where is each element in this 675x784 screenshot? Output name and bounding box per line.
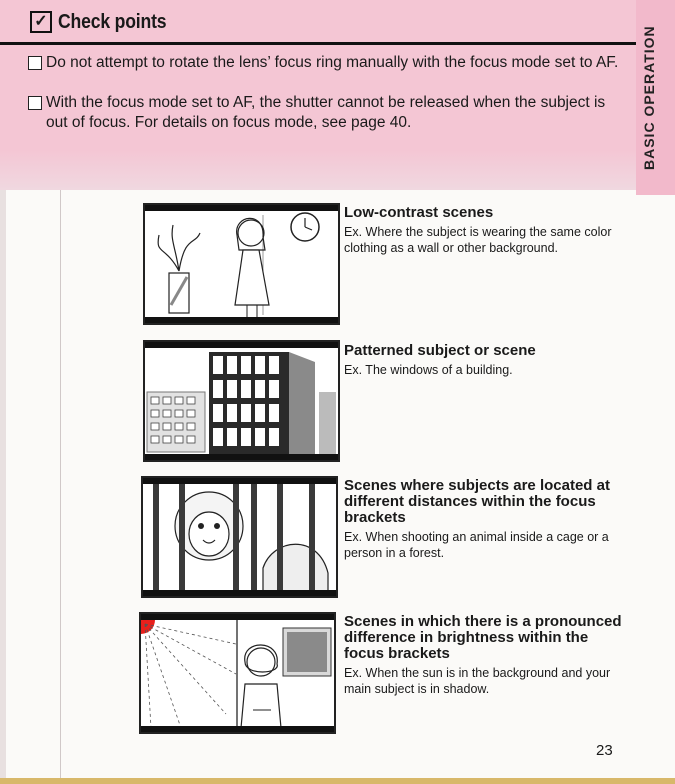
scene-description: Ex. Where the subject is wearing the same color clothing as a wall or other background.: [344, 225, 612, 255]
backlit-woman-illustration: [141, 614, 334, 732]
frame-bar: [145, 317, 338, 323]
check-item: [28, 93, 628, 133]
scene-caption: [344, 343, 629, 378]
woman-and-plant-illustration: [145, 205, 338, 323]
scene-illustration-patterned: [143, 340, 340, 462]
building-windows-illustration: [145, 342, 338, 460]
scene-caption: [344, 614, 629, 697]
page-title-text: Check points: [58, 10, 167, 33]
frame-bar: [141, 726, 334, 732]
scene-heading: Scenes where subjects are located at different distances within the focus brackets: [344, 477, 610, 526]
page-title: [30, 8, 181, 36]
scene-heading: Low-contrast scenes: [344, 204, 494, 221]
check-item-text: Do not attempt to rotate the lens’ focus ring manually with the focus mode set to AF.: [46, 54, 619, 71]
scene-description: Ex. When shooting an animal inside a cage or a person in a forest.: [344, 530, 609, 560]
check-item: [28, 53, 628, 73]
scene-illustration-different-distances: [141, 476, 338, 598]
scene-illustration-low-contrast: [143, 203, 340, 325]
checkbox-icon: [28, 56, 42, 70]
check-item-text: With the focus mode set to AF, the shutter cannot be released when the subject is out of focus. For details on focus mode, see page 40.: [46, 94, 606, 131]
scene-description: Ex. When the sun is in the background and your main subject is in shadow.: [344, 666, 611, 696]
frame-bar: [145, 454, 338, 460]
page-gutter: [0, 190, 6, 784]
scene-caption: [344, 205, 629, 256]
section-tab-label: BASIC OPERATION: [641, 25, 657, 171]
scene-caption: [344, 478, 629, 561]
scene-description: Ex. The windows of a building.: [344, 363, 513, 377]
scene-heading: Scenes in which there is a pronounced difference in brightness within the focus brackets: [344, 613, 622, 662]
checkbox-icon: [28, 96, 42, 110]
title-rule: [0, 42, 636, 45]
header-fade: [0, 150, 675, 190]
checkbox-icon: ✓: [30, 11, 52, 33]
lion-in-cage-illustration: [143, 478, 336, 596]
page-number: 23: [596, 742, 613, 759]
page-bottom-edge: [0, 778, 675, 784]
scene-heading: Patterned subject or scene: [344, 342, 536, 359]
frame-bar: [143, 590, 336, 596]
margin-line: [60, 190, 61, 784]
scene-illustration-brightness: [139, 612, 336, 734]
